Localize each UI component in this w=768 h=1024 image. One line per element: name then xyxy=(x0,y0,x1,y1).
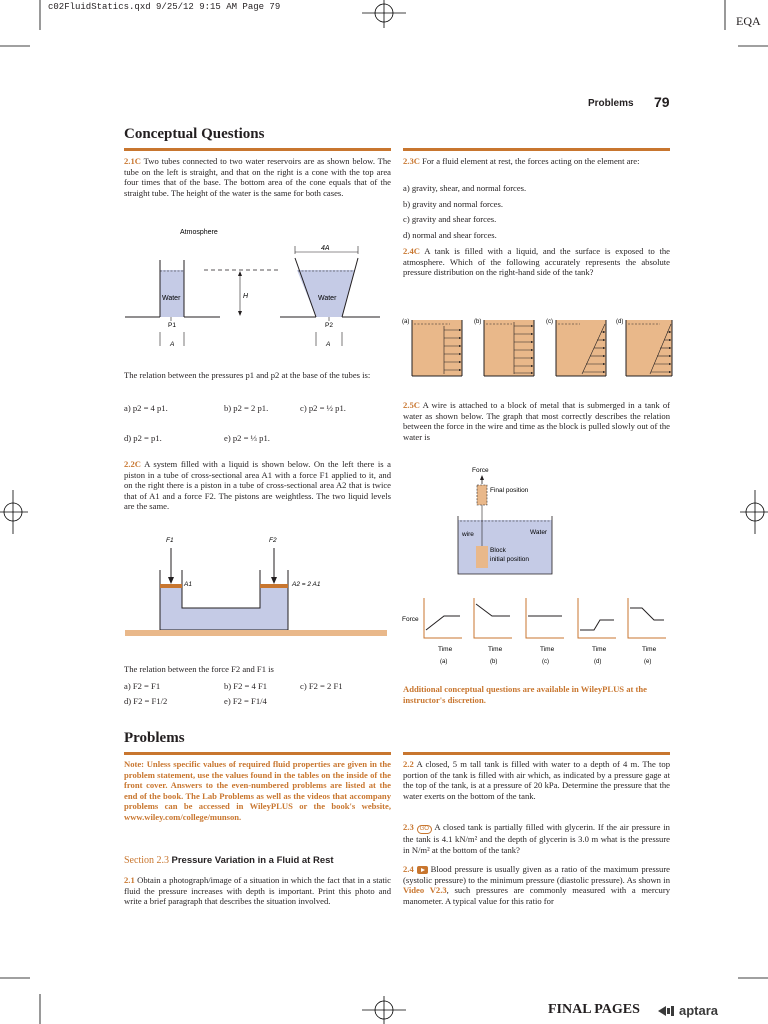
additional-questions-note: Additional conceptual questions are available in WileyPLUS at the instructor's discretion. xyxy=(403,684,647,705)
q22-option-e: e) F2 = F1/4 xyxy=(224,696,267,706)
q25-force-label: Force xyxy=(472,467,489,474)
q25-final-position-label: Final position xyxy=(490,487,529,494)
q25-block-label: Block xyxy=(490,547,506,554)
q25-time-e: Time xyxy=(642,646,657,653)
p21-text xyxy=(124,875,391,907)
q22-option-c: c) F2 = 2 F1 xyxy=(300,681,343,691)
q25-figure xyxy=(450,460,560,580)
file-slug: c02FluidStatics.qxd 9/25/12 9:15 AM Page 79 xyxy=(48,2,281,12)
q21-a-left-label: A xyxy=(170,341,175,348)
q21-water-left-label: Water xyxy=(162,295,181,302)
q21-option-e: e) p2 = ⅓ p1. xyxy=(224,433,270,443)
q23-option-c: c) gravity and shear forces. xyxy=(403,214,497,224)
conceptual-rule-left xyxy=(124,148,391,151)
q25-time-b: Time xyxy=(488,646,503,653)
q24-label-c: (c) xyxy=(546,319,553,325)
q22-right-piston xyxy=(260,584,288,588)
q21-option-b: b) p2 = 2 p1. xyxy=(224,403,269,413)
q22-relation: The relation between the force F2 and F1 is xyxy=(124,664,274,674)
q24-option-d-diagram xyxy=(626,320,672,376)
q21-h-label: H xyxy=(243,293,249,300)
p21-body: Obtain a photograph/image of a situation in which the fact that in a static fluid the pressure increases with depth is important. Print this photo and write a brief paragraph that describes the situation involved. xyxy=(124,875,391,907)
p24-body-a: Blood pressure is usually given as a ratio of the maximum pressure (systolic pressure) to the minimum pressure (diastolic pressure). As shown in xyxy=(403,864,670,885)
section-heading xyxy=(124,855,334,866)
q25-water-label: Water xyxy=(530,529,548,536)
q25-graph-b-curve xyxy=(476,604,510,616)
p23-body: A closed tank is partially filled with glycerin. If the air pressure in the tank is 4.1 kN/m² and the depth of glycerin is 3.0 m what is the pressure in N/m² at the bottom of the tank? xyxy=(403,822,670,855)
q21-p1-label: P1 xyxy=(168,322,176,329)
q24-figure xyxy=(400,312,675,380)
q24-option-a-diagram xyxy=(412,320,462,376)
video-icon[interactable] xyxy=(417,866,428,874)
q22-base xyxy=(125,630,387,636)
q23-option-d: d) normal and shear forces. xyxy=(403,230,497,240)
running-header-section: Problems xyxy=(588,98,634,109)
problems-rule-left xyxy=(124,752,391,755)
q25-block xyxy=(476,546,488,568)
p23-number: 2.3 xyxy=(403,822,414,832)
q22-number: 2.2C xyxy=(124,459,141,469)
q23-option-a: a) gravity, shear, and normal forces. xyxy=(403,183,527,193)
q25-body: A wire is attached to a block of metal that is submerged in a tank of water as shown below. The graph that most correctly describes the relation between the force in the wire and time as the block is pulled slowly out of the water is xyxy=(403,400,670,442)
eqa-label: EQA xyxy=(736,14,761,28)
q21-figure xyxy=(120,222,395,362)
q24-body: A tank is filled with a liquid, and the surface is exposed to the atmosphere. Which of the following accurately represents the absolute pressure distribution on the right-hand side of the tank? xyxy=(403,246,670,278)
q21-right-water xyxy=(297,270,355,317)
q25-time-d: Time xyxy=(592,646,607,653)
q23-number: 2.3C xyxy=(403,156,420,166)
q21-number: 2.1C xyxy=(124,156,141,166)
aptara-mark-icon xyxy=(658,1005,676,1017)
problems-rule-right xyxy=(403,752,670,755)
q25-graph-label-c: (c) xyxy=(542,659,549,665)
q22-f2-label: F2 xyxy=(269,537,277,544)
q24-label-a: (a) xyxy=(402,319,410,325)
q22-figure xyxy=(120,530,395,642)
q24-label-d: (d) xyxy=(616,319,624,325)
aptara-logo xyxy=(658,1003,718,1018)
q21-4a-label: 4A xyxy=(321,245,330,252)
q24-text xyxy=(403,246,670,278)
q25-time-a: Time xyxy=(438,646,453,653)
q25-graph-force-label: Force xyxy=(402,616,419,623)
q23-option-b: b) gravity and normal forces. xyxy=(403,199,503,209)
q24-option-b-diagram xyxy=(484,320,534,376)
q21-water-right-label: Water xyxy=(318,295,337,302)
q22-f1-label: F1 xyxy=(166,537,174,544)
q25-graph-label-e: (e) xyxy=(644,659,652,665)
p23-text xyxy=(403,822,670,855)
q25-graph-d-curve xyxy=(580,620,614,630)
q24-number: 2.4C xyxy=(403,246,420,256)
q25-text xyxy=(403,400,670,442)
problems-title: Problems xyxy=(124,730,185,746)
q22-a1-label: A1 xyxy=(184,581,192,588)
p22-text xyxy=(403,759,670,801)
q22-option-a: a) F2 = F1 xyxy=(124,681,161,691)
q25-graph-a-curve xyxy=(426,616,460,630)
conceptual-title: Conceptual Questions xyxy=(124,126,265,142)
q22-right-liquid xyxy=(260,588,288,630)
q25-time-c: Time xyxy=(540,646,555,653)
p22-body: A closed, 5 m tall tank is filled with water to a depth of 4 m. The top portion of the tank is filled with air which, as indicated by a pressure gage at the top of the tank, is at a pressure of 20 kPa. Determine the pressure that the water exerts on the bottom of the tank. xyxy=(403,759,670,801)
q25-initial-position-label: initial position xyxy=(490,556,530,563)
p24-number: 2.4 xyxy=(403,864,414,874)
q21-option-c: c) p2 = ½ p1. xyxy=(300,403,346,413)
q22-option-b: b) F2 = 4 F1 xyxy=(224,681,268,691)
q25-graph-label-d: (d) xyxy=(594,659,602,665)
page-number: 79 xyxy=(654,94,670,110)
q22-text xyxy=(124,459,391,512)
q23-text xyxy=(403,156,670,167)
aptara-text: aptara xyxy=(679,1003,719,1018)
p24-body-b: , such pressures are commonly measured with a mercury manometer. A typical value for this ratio for xyxy=(403,885,670,906)
q21-option-d: d) p2 = p1. xyxy=(124,433,162,443)
video-link[interactable]: Video V2.3 xyxy=(403,885,447,896)
q21-relation: The relation between the pressures p1 and p2 at the base of the tubes is: xyxy=(124,370,371,380)
q24-label-b: (b) xyxy=(474,319,482,325)
q22-option-d: d) F2 = F1/2 xyxy=(124,696,168,706)
q25-graph-label-a: (a) xyxy=(440,659,448,665)
q22-left-piston xyxy=(160,584,182,588)
q21-body: Two tubes connected to two water reservoirs are as shown below. The tube on the left is straight, and that on the right is a cone with the top area four times that of the base. The bottom area of the cone equals that of the straight tube. The height of the water is the same for both cases. xyxy=(124,156,391,198)
section-number: Section 2.3 xyxy=(124,855,169,866)
go-badge: GO xyxy=(417,825,432,834)
q25-number: 2.5C xyxy=(403,400,420,410)
q21-option-a: a) p2 = 4 p1. xyxy=(124,403,168,413)
q22-a2-label: A2 = 2 A1 xyxy=(292,581,321,588)
problems-note: Note: Unless specific values of required fluid properties are given in the problem statement, use the values found in the tables on the inside of the front cover. Answers to the even-numbered problems are listed at the end of the book. The Lab Problems as well as the videos that accompany problems can be accessed in WileyPLUS or the book's website, www.wiley.com/college/munson. xyxy=(124,759,391,822)
q25-graphs xyxy=(400,594,675,672)
q21-p2-label: P2 xyxy=(325,322,333,329)
p22-number: 2.2 xyxy=(403,759,414,769)
q21-left-water xyxy=(160,270,184,317)
conceptual-rule-right xyxy=(403,148,670,151)
q21-text xyxy=(124,156,391,198)
q23-body: For a fluid element at rest, the forces acting on the element are: xyxy=(422,156,640,166)
q25-wire-label: wire xyxy=(462,531,474,538)
q25-graph-e-curve xyxy=(630,608,664,620)
section-title: Pressure Variation in a Fluid at Rest xyxy=(171,855,334,866)
q22-body: A system filled with a liquid is shown below. On the left there is a piston in a tube of cross-sectional area A1 with a force F1 applied to it, and on the right there is a piston in a tube of cross-sectional area A2 that is twice that of A1 and a force F2. The pistons are weightless. The two liquid levels are the same. xyxy=(124,459,391,512)
q25-graph-label-b: (b) xyxy=(490,659,498,665)
q24-option-c-diagram xyxy=(556,320,606,376)
p24-text xyxy=(403,864,670,906)
q25-final-position-block xyxy=(477,485,487,505)
p21-number: 2.1 xyxy=(124,875,135,885)
q21-atmosphere-label: Atmosphere xyxy=(180,229,218,236)
q21-a-right-label: A xyxy=(326,341,331,348)
final-pages-label: FINAL PAGES xyxy=(548,1002,640,1017)
